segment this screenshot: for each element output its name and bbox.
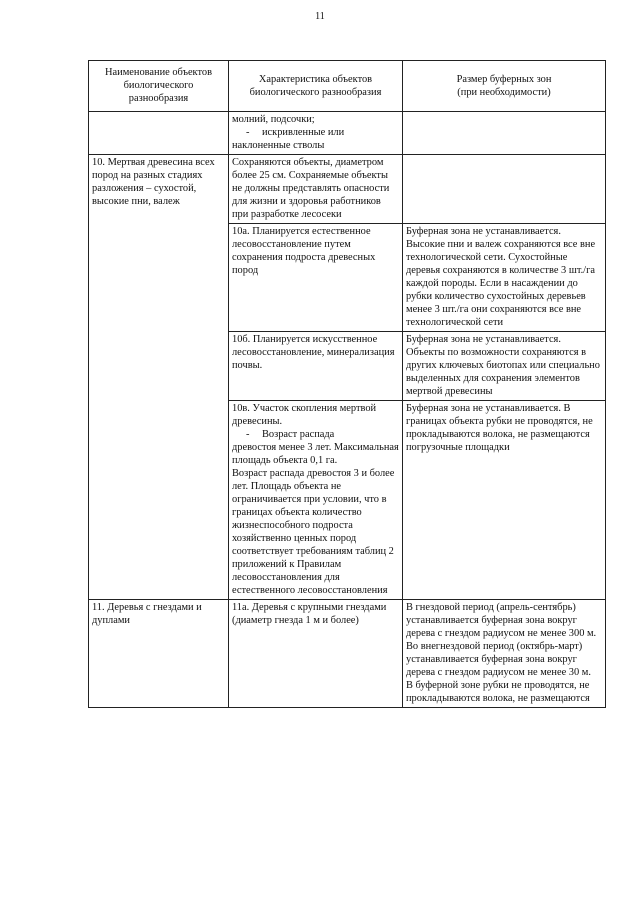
header-object-characteristic: Характеристика объектов биологического разнообразия	[229, 61, 403, 112]
table-header-row	[89, 61, 606, 112]
table-row-10	[89, 155, 606, 224]
cell-buffer-10v: Буферная зона не устанавливается. В границах объекта рубки не проводятся, не прокладываются волока, не размещаются погрузочные площадки	[403, 401, 606, 600]
table-row-continuation	[89, 112, 606, 155]
cell-characteristic-continued: молний, подсочки; - искривленные или наклоненные стволы	[229, 112, 403, 155]
page-number: 11	[315, 11, 325, 22]
cell-characteristic-10v: 10в. Участок скопления мертвой древесины. - Возраст распада древостоя менее 3 лет. Максимальная площадь объекта 0,1 га. Возраст распада древостоя 3 и более лет. Площадь объекта не ограничивается при условии, что в границах объекта количество жизнеспособного подроста хозяйственно ценных пород соответствует требованиям таблиц 2 приложений к Правилам лесовосстановления для естественного лесовосстановления	[229, 401, 403, 600]
header-buffer-zone: Размер буферных зон (при необходимости)	[403, 61, 606, 112]
cell-empty	[403, 112, 606, 155]
cell-object-name-10: 10. Мертвая древесина всех пород на разных стадиях разложения – сухостой, высокие пни, валеж	[89, 155, 229, 600]
table-row-11	[89, 600, 606, 708]
cell-characteristic-11a: 11а. Деревья с крупными гнездами (диаметр гнезда 1 м и более)	[229, 600, 403, 708]
cell-empty	[89, 112, 229, 155]
biodiversity-table	[88, 60, 606, 708]
cell-buffer-11a: В гнездовой период (апрель-сентябрь) устанавливается буферная зона вокруг дерева с гнездом радиусом не менее 300 м. Во внегнездовой период (октябрь-март) устанавливается буферная зона вокруг дерева с гнездом радиусом не менее 30 м. В буферной зоне рубки не проводятся, не прокладываются волока, не размещаются	[403, 600, 606, 708]
cell-description-10: Сохраняются объекты, диаметром более 25 см. Сохраняемые объекты не должны представлять опасности для жизни и здоровья работников при разработке лесосеки	[229, 155, 403, 224]
cell-characteristic-10b: 10б. Планируется искусственное лесовосстановление, минерализация почвы.	[229, 332, 403, 401]
header-object-name: Наименование объектов биологического разнообразия	[89, 61, 229, 112]
cell-object-name-11: 11. Деревья с гнездами и дуплами	[89, 600, 229, 708]
dash-list-item: - искривленные или	[246, 127, 345, 138]
cell-characteristic-10a: 10а. Планируется естественное лесовосстановление путем сохранения подроста древесных пород	[229, 224, 403, 332]
dash-list-item: - Возраст распада	[246, 429, 335, 440]
cell-buffer-10a: Буферная зона не устанавливается. Высокие пни и валеж сохраняются все вне технологической сети. Сухостойные деревья сохраняются в количестве 3 шт./га каждой породы. Если в насаждении до рубки количество сухостойных деревьев менее 3 шт./га они сохраняются все вне технологической сети	[403, 224, 606, 332]
cell-empty	[403, 155, 606, 224]
cell-buffer-10b: Буферная зона не устанавливается. Объекты по возможности сохраняются в других ключевых биотопах или специально выделенных для сохранения элементов мертвой древесины	[403, 332, 606, 401]
